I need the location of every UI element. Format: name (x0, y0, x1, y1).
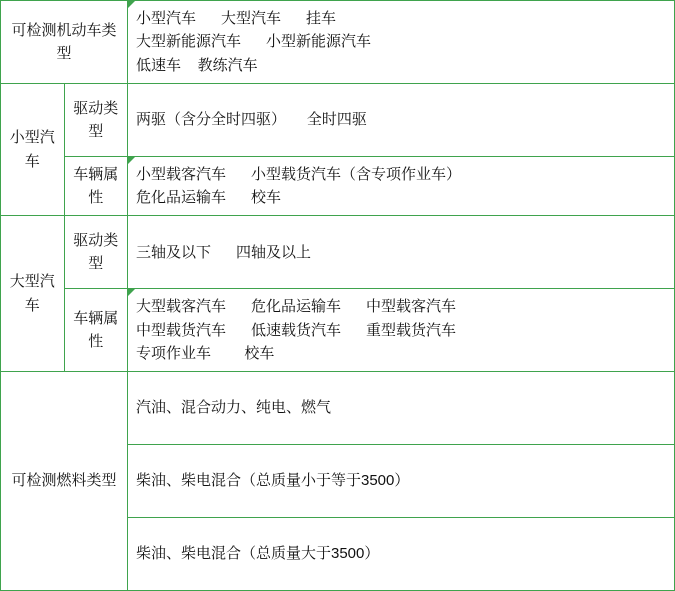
cell-line: 中型载货汽车 低速载货汽车 重型载货汽车 (136, 321, 457, 339)
cell-fuel-type-1 (128, 372, 675, 445)
row-sublabel-vehicle-attribute-large: 车辆属性 (64, 289, 128, 372)
row-sublabel-vehicle-attribute-small: 车辆属性 (64, 156, 128, 216)
cell-small-car-attributes (128, 156, 675, 216)
cell-line: 专项作业车 校车 (136, 344, 275, 362)
row-sublabel-drive-type-large: 驱动类型 (64, 216, 128, 289)
cell-line: 低速车 教练汽车 (136, 56, 258, 74)
row-label-small-car: 小型汽车 (1, 83, 65, 216)
row-label-detectable-fuel-types: 可检测燃料类型 (1, 372, 128, 591)
cell-large-car-drive-type (128, 216, 675, 289)
table-row (1, 289, 675, 372)
table-row (1, 216, 675, 289)
cell-line: 三轴及以下 四轴及以上 (136, 243, 312, 261)
cell-line: 大型新能源汽车 小型新能源汽车 (136, 33, 372, 51)
table-row (1, 156, 675, 216)
cell-line: 大型载客汽车 危化品运输车 中型载客汽车 (136, 298, 457, 316)
cell-line: 危化品运输车 校车 (136, 189, 282, 206)
table-row (1, 83, 675, 156)
cell-line: 柴油、柴电混合（总质量小于等于3500） (136, 472, 410, 490)
row-label-detectable-vehicle-types: 可检测机动车类型 (1, 1, 128, 84)
cell-fuel-type-2 (128, 445, 675, 518)
cell-small-car-drive-type (128, 83, 675, 156)
cell-vehicle-types (128, 1, 675, 84)
table-row (1, 372, 675, 445)
row-sublabel-drive-type-small: 驱动类型 (64, 83, 128, 156)
cell-line: 小型载客汽车 小型载货汽车（含专项作业车） (136, 165, 462, 183)
cell-line: 小型汽车 大型汽车 挂车 (136, 10, 337, 27)
cell-line: 柴油、柴电混合（总质量大于3500） (136, 545, 380, 563)
row-label-large-car: 大型汽车 (1, 216, 65, 372)
cell-large-car-attributes (128, 289, 675, 372)
cell-fuel-type-3 (128, 518, 675, 591)
cell-line: 两驱（含分全时四驱） 全时四驱 (136, 111, 367, 129)
cell-line: 汽油、混合动力、纯电、燃气 (136, 399, 332, 417)
table-row (1, 1, 675, 84)
